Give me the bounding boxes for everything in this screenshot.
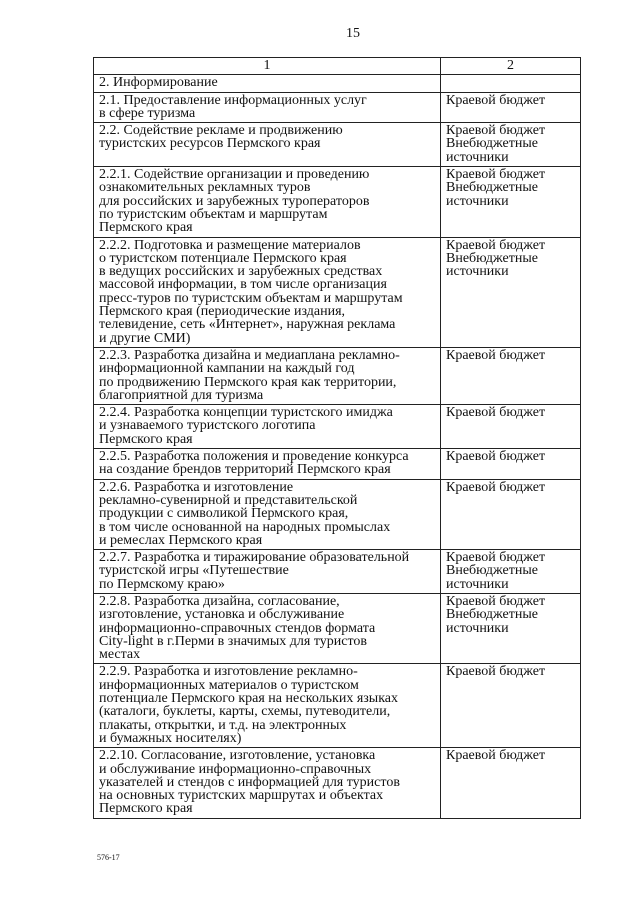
table-row [94,449,581,480]
activity-cell: 2.1. Предоставление информационных услуг в сфере туризма [94,92,441,123]
activity-cell: 2.2.4. Разработка концепции туристского имиджа и узнаваемого туристского логотипа Пермского края [94,405,441,449]
activity-cell: 2.2.10. Согласование, изготовление, установка и обслуживание информационно-справочных указателей и стендов с информацией для туристов на основных туристских маршрутах и объектах Пермского края [94,748,441,818]
table-row [94,123,581,167]
table-row [94,237,581,347]
activity-cell: 2.2.5. Разработка положения и проведение конкурса на создание брендов территорий Пермского края [94,449,441,480]
column-header-2: 2 [441,58,581,75]
funding-source-cell: Краевой бюджет [441,748,581,818]
activity-cell: 2.2.6. Разработка и изготовление рекламно-сувенирной и представительской продукции с символикой Пермского края, в том числе основанной на народных промыслах и ремеслах Пермского края [94,479,441,549]
table-row [94,664,581,748]
funding-source-cell: Краевой бюджет Внебюджетные источники [441,593,581,663]
table-row [94,75,581,92]
activity-cell: 2. Информирование [94,75,441,92]
funding-source-cell: Краевой бюджет [441,92,581,123]
funding-source-cell: Краевой бюджет [441,664,581,748]
funding-source-cell: Краевой бюджет Внебюджетные источники [441,550,581,594]
activity-cell: 2.2.2. Подготовка и размещение материалов о туристском потенциале Пермского края в ведущих российских и зарубежных средствах массовой информации, в том числе организация пресс-туров по туристским объектам и маршрутам Пермского края (периодические издания, телевидение, сеть «Интернет», наружная реклама и другие СМИ) [94,237,441,347]
table-row [94,550,581,594]
column-header-1: 1 [94,58,441,75]
activities-table [93,57,581,819]
funding-source-cell [441,75,581,92]
activity-cell: 2.2.7. Разработка и тиражирование образовательной туристской игры «Путешествие по Пермскому краю» [94,550,441,594]
table-row [94,405,581,449]
funding-source-cell: Краевой бюджет [441,449,581,480]
document-code: 576-17 [97,853,120,862]
funding-source-cell: Краевой бюджет Внебюджетные источники [441,123,581,167]
activity-cell: 2.2. Содействие рекламе и продвижению туристских ресурсов Пермского края [94,123,441,167]
table-row [94,167,581,237]
activity-cell: 2.2.9. Разработка и изготовление рекламно- информационных материалов о туристском потенциале Пермского края на нескольких языках (каталоги, буклеты, карты, схемы, путеводители, плакаты, открытки, и т.д. на электронных и бумажных носителях) [94,664,441,748]
table-row [94,593,581,663]
table-body [94,75,581,818]
activity-cell: 2.2.8. Разработка дизайна, согласование, изготовление, установка и обслуживание информационно-справочных стендов формата City-light в г.Перми в значимых для туристов местах [94,593,441,663]
table-header [94,58,581,75]
table-row [94,479,581,549]
activity-cell: 2.2.1. Содействие организации и проведению ознакомительных рекламных туров для российских и зарубежных туроператоров по туристским объектам и маршрутам Пермского края [94,167,441,237]
funding-source-cell: Краевой бюджет [441,479,581,549]
funding-source-cell: Краевой бюджет Внебюджетные источники [441,167,581,237]
funding-source-cell: Краевой бюджет [441,347,581,404]
table-row [94,347,581,404]
funding-source-cell: Краевой бюджет Внебюджетные источники [441,237,581,347]
table-row [94,92,581,123]
funding-source-cell: Краевой бюджет [441,405,581,449]
table-header-row [94,58,581,75]
page-number: 15 [346,26,360,41]
table-row [94,748,581,818]
activity-cell: 2.2.3. Разработка дизайна и медиаплана рекламно- информационной кампании на каждый год по продвижению Пермского края как территории, благоприятной для туризма [94,347,441,404]
